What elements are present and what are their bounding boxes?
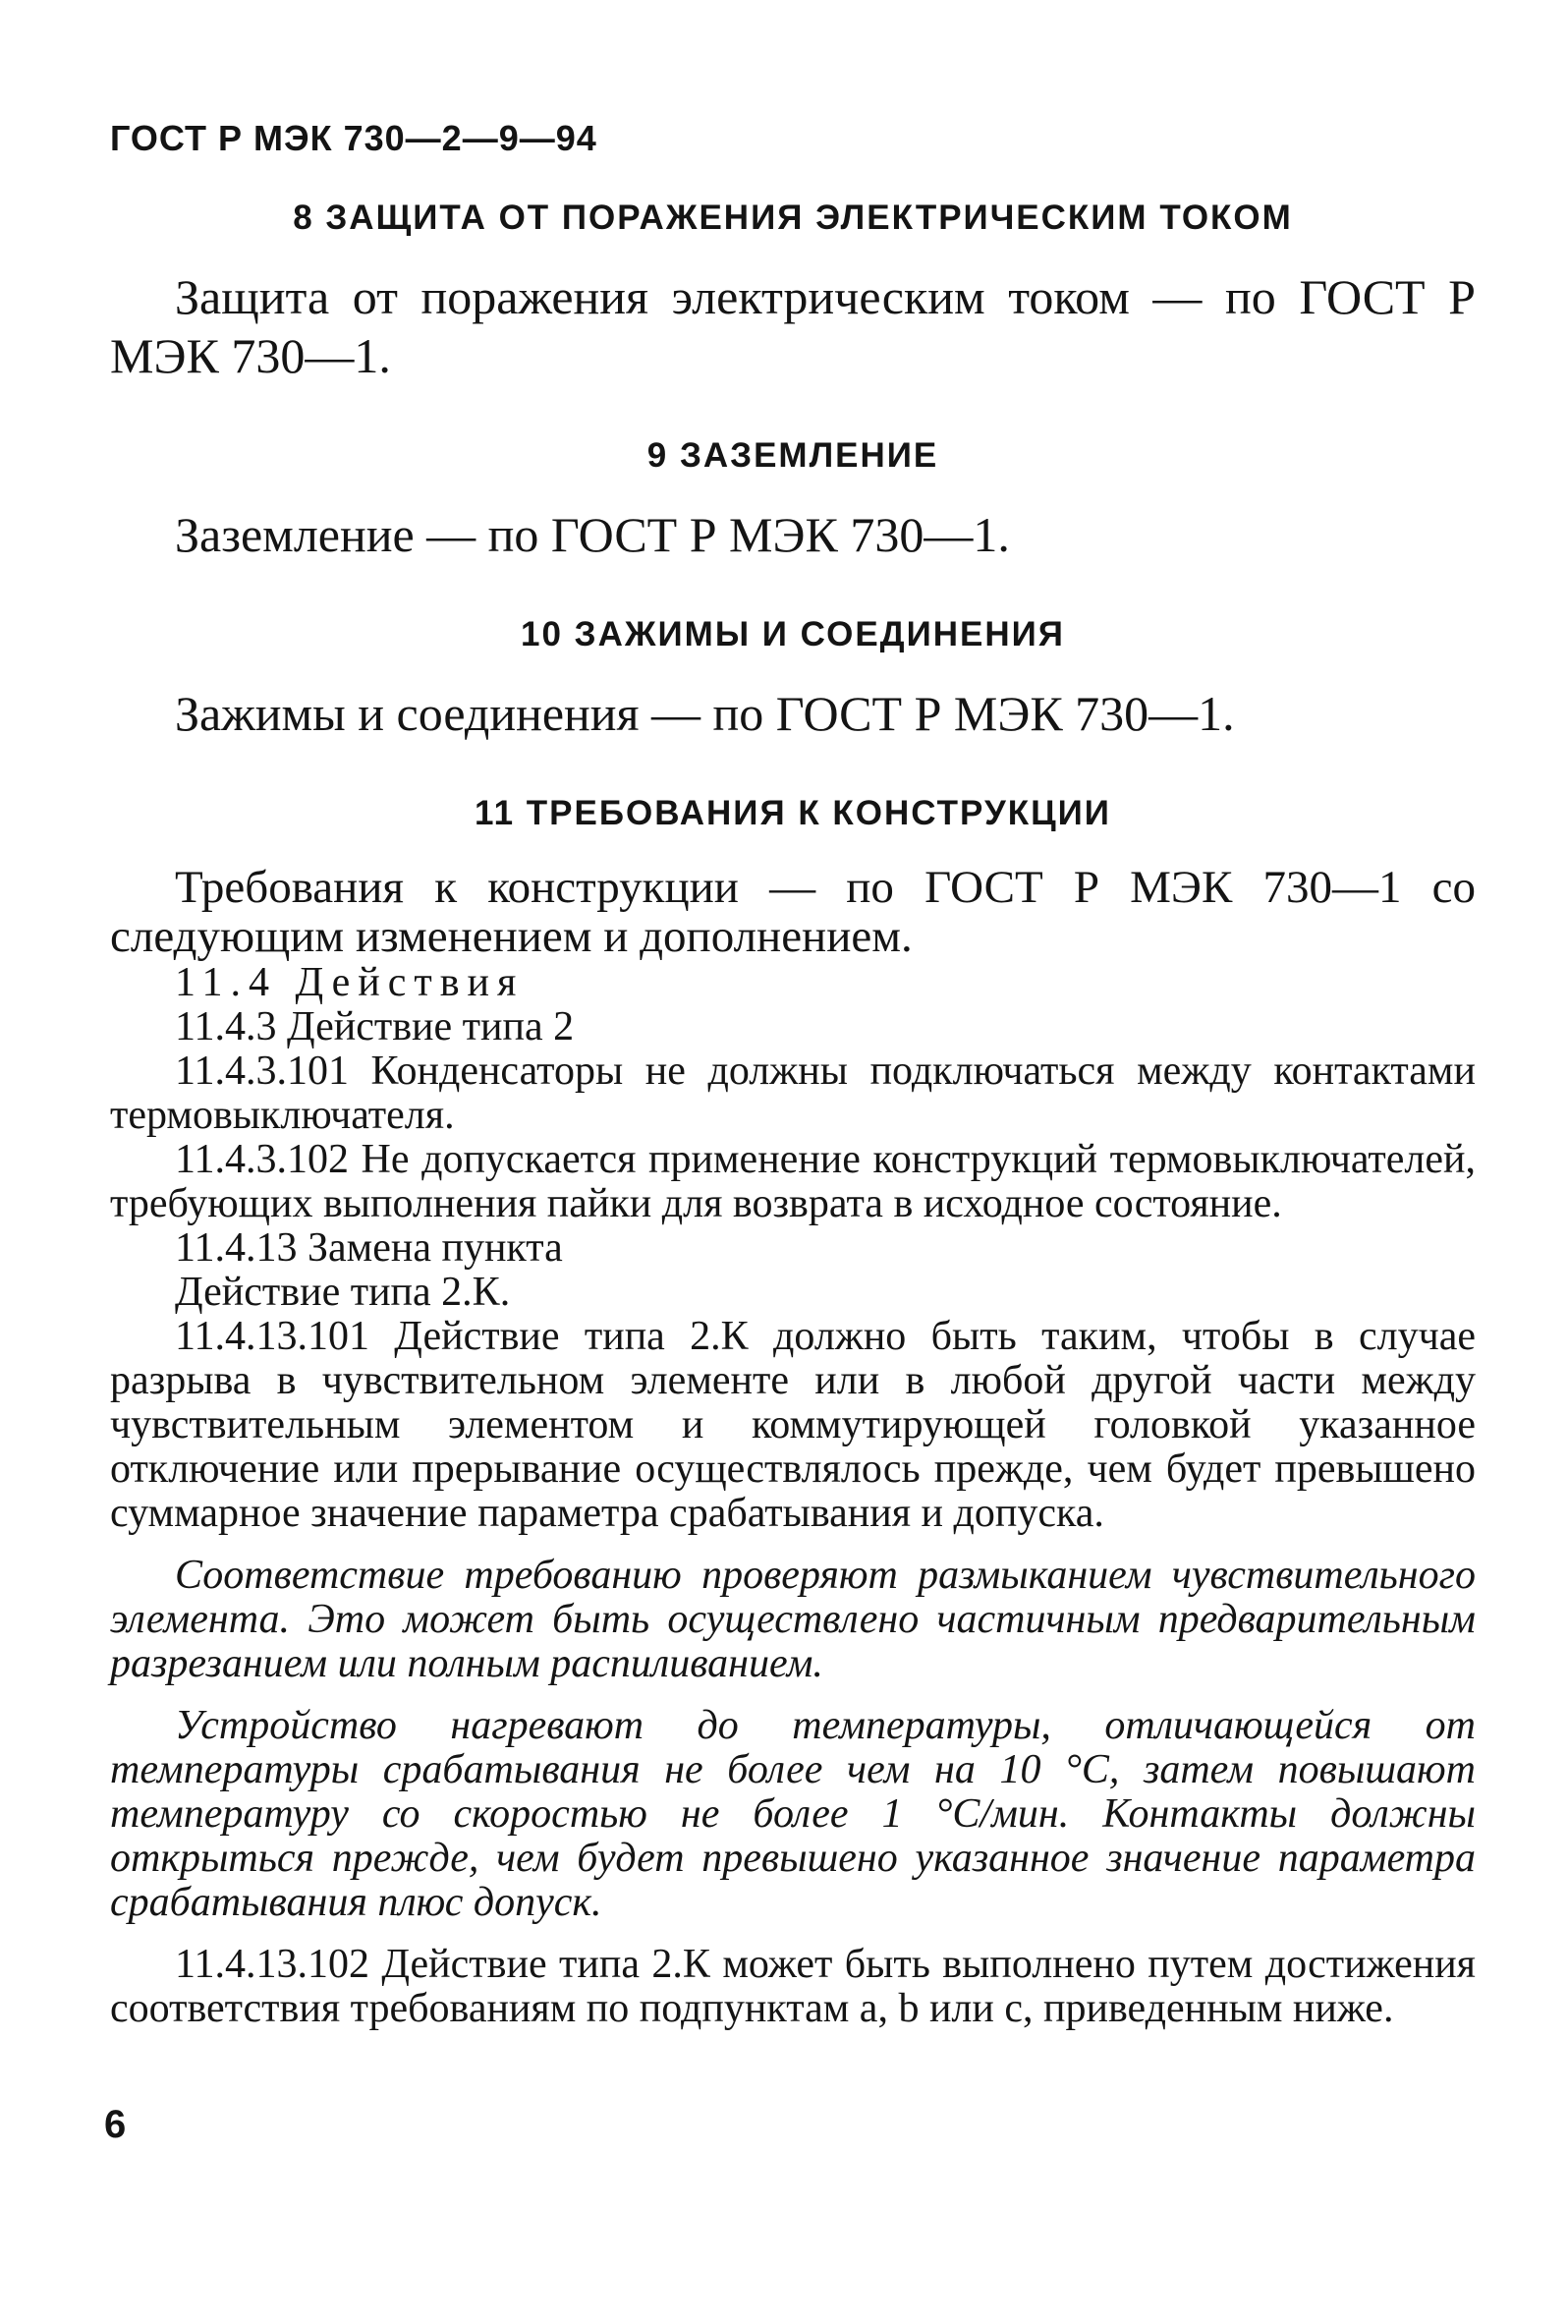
section-9-text: Заземление — по ГОСТ Р МЭК 730—1. xyxy=(175,507,1010,562)
test-procedure-2: Устройство нагревают до температуры, отличающейся от температуры срабатывания не более чем на 10 °С, затем повышают температуру со скоростью не более 1 °С/мин. Контакты должны открыться прежде, чем будет превышено указанное значение параметра срабатывания плюс допуск. xyxy=(110,1703,1476,1925)
section-8-text: Защита от поражения электрическим током — по ГОСТ Р МЭК 730—1. xyxy=(110,269,1476,383)
clause-11-4-3: 11.4.3 Действие типа 2 xyxy=(175,1004,575,1049)
section-10-title: 10 ЗАЖИМЫ И СОЕДИНЕНИЯ xyxy=(521,615,1065,653)
clause-11-4-3-101: 11.4.3.101 Конденсаторы не должны подключаться между контактами термовыключателя. xyxy=(110,1049,1476,1138)
section-11-intro: Требования к конструкции — по ГОСТ Р МЭК 730—1 со следующим изменением и дополнением. xyxy=(110,862,1476,962)
clause-11-4-3-102: 11.4.3.102 Не допускается применение конструкций термовыключателей, требующих выполнения пайки для возврата в исходное состояние. xyxy=(110,1137,1476,1226)
section-9-title: 9 ЗАЗЕМЛЕНИЕ xyxy=(646,436,939,475)
section-11-title: 11 ТРЕБОВАНИЯ К КОНСТРУКЦИИ xyxy=(475,794,1111,832)
section-8-title: 8 ЗАЩИТА ОТ ПОРАЖЕНИЯ ЭЛЕКТРИЧЕСКИМ ТОКОМ xyxy=(293,198,1293,237)
clause-action-2k: Действие типа 2.К. xyxy=(175,1270,511,1315)
clause-11-4-13-102: 11.4.13.102 Действие типа 2.К может быть выполнено путем достижения соответствия требованиям по подпунктам a, b или c, приведенным ниже. xyxy=(110,1942,1476,2031)
document-code: ГОСТ Р МЭК 730—2—9—94 xyxy=(110,118,597,158)
section-10-text: Зажимы и соединения — по ГОСТ Р МЭК 730—1. xyxy=(175,686,1235,741)
page-number: 6 xyxy=(104,2103,127,2146)
test-procedure-1: Соответствие требованию проверяют размыканием чувствительного элемента. Это может быть осуществлено частичным предварительным разрезанием или полным распиливанием. xyxy=(110,1553,1476,1686)
clause-11-4-13-101: 11.4.13.101 Действие типа 2.К должно быть таким, чтобы в случае разрыва в чувствительном элементе или в любой другой части между чувствительным элементом и коммутирующей головкой указанное отключение или прерывание осуществлялось прежде, чем будет превышено суммарное значение параметра срабатывания и допуска. xyxy=(110,1314,1476,1536)
clause-11-4-13: 11.4.13 Замена пункта xyxy=(175,1225,563,1271)
document-page xyxy=(110,118,1476,2031)
clause-11-4: 11.4 Действия xyxy=(175,960,525,1005)
